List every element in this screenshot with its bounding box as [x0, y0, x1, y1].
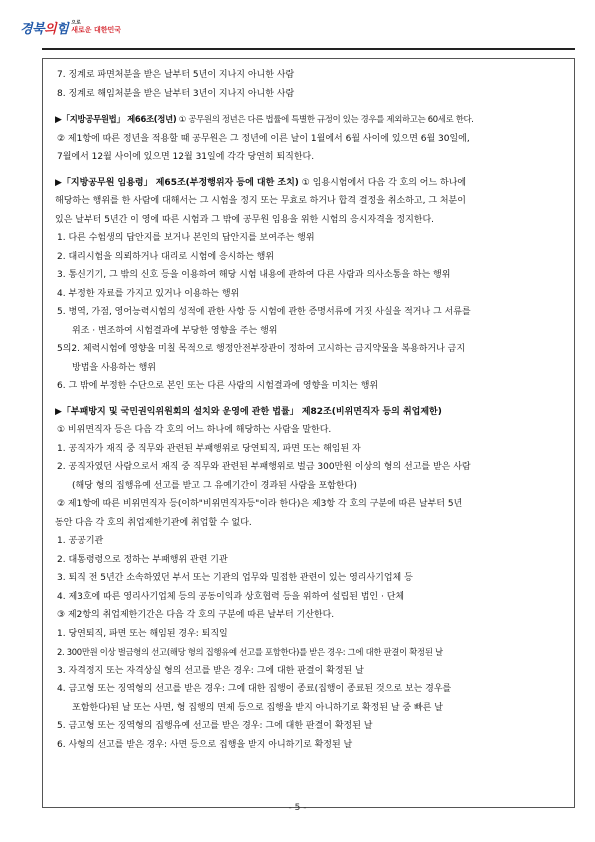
logo-part-3: 힘: [56, 21, 69, 37]
paragraph-line: 7월에서 12월 사이에 있으면 12월 31일에 각각 당연히 퇴직한다.: [57, 152, 315, 162]
paragraph-line: ① 비위면직자 등은 다음 각 호의 어느 하나에 해당하는 사람을 말한다.: [57, 425, 332, 435]
page-number: - 5 -: [288, 803, 307, 813]
list-item: 5의2. 체력시험에 영향을 미칠 목적으로 행정안전부장관이 정하여 고시하는 금지약물을 복용하거나 금지: [57, 344, 466, 354]
law-title: 「지방공무원법」 제66조(정년): [61, 114, 177, 124]
arrow-icon: ▶: [55, 177, 62, 188]
law-article-line: [55, 403, 560, 422]
logo-part-2: 의: [44, 21, 57, 37]
law-article-line: [55, 174, 560, 193]
logo-subtitle: [71, 20, 121, 34]
header-rule: [42, 48, 575, 50]
list-item: 2. 대리시험을 의뢰하거나 대리로 시험에 응시하는 행위: [57, 251, 275, 262]
paragraph-line: 동안 다음 각 호의 취업제한기관에 취업할 수 없다.: [55, 517, 252, 528]
law-title: 「부패방지 및 국민권익위원회의 설치와 운영에 관한 법률」 제82조(비위면직자 등의 취업제한): [61, 406, 442, 417]
logo-sub-small: 으로: [71, 20, 81, 26]
list-item: 6. 사형의 선고를 받은 경우: 사면 등으로 집행을 받지 아니하기로 확정된 날: [57, 739, 353, 750]
list-item: 2. 300만원 이상 벌금형의 선고(해당 형의 집행유예 선고를 포함한다)를 받은 경우: 그에 대한 판결이 확정된 날: [57, 647, 443, 657]
paragraph-line: 해당하는 행위를 한 사람에 대해서는 그 시험을 정지 또는 무효로 하거나 합격 결정을 취소하고, 그 처분이: [55, 196, 466, 206]
arrow-icon: ▶: [55, 406, 62, 417]
arrow-icon: ▶: [55, 115, 62, 125]
logo-sub-big: 새로운 대한민국: [71, 26, 122, 34]
law-text: ① 공무원의 정년은 다른 법률에 특별한 규정이 있는 경우를 제외하고는 60세로 한다.: [176, 114, 474, 124]
list-item-continued: 위조 · 변조하여 시험결과에 부당한 영향을 주는 행위: [72, 325, 278, 336]
list-item: 8. 징계로 해임처분을 받은 날부터 3년이 지나지 아니한 사람: [57, 88, 295, 99]
paragraph-line: ② 제1항에 따른 비위면직자 등(이하"비위면직자등"이라 한다)은 제3항 각 호의 구분에 따른 날부터 5년: [57, 499, 463, 509]
list-item: 3. 자격정지 또는 자격상실 형의 선고를 받은 경우: 그에 대한 판결이 확정된 날: [57, 665, 364, 676]
list-item: 7. 징계로 파면처분을 받은 날부터 5년이 지나지 아니한 사람: [57, 70, 295, 80]
list-item: 2. 대통령령으로 정하는 부패행위 관련 기관: [57, 554, 228, 565]
list-item: 2. 공직자였던 사람으로서 재직 중 직무와 관련된 부패행위로 벌금 300만원 이상의 형의 선고를 받은 사람: [57, 462, 471, 472]
list-item: 4. 제3호에 따른 영리사기업체 등의 공동이익과 상호협력 등을 위하여 설립된 법인 · 단체: [57, 591, 405, 602]
list-item: 5. 병역, 가점, 영어능력시험의 성적에 관한 사항 등 시험에 관한 증명서류에 거짓 사실을 적거나 그 서류를: [57, 307, 471, 317]
list-item: 5. 금고형 또는 징역형의 집행유예 선고를 받은 경우: 그에 대한 판결이 확정된 날: [57, 721, 373, 731]
document-body: [55, 66, 560, 754]
logo-script: [20, 18, 68, 37]
list-item: 3. 퇴직 전 5년간 소속하였던 부서 또는 기관의 업무와 밀접한 관련이 있는 영리사기업체 등: [57, 573, 413, 583]
logo-part-1: 경북: [20, 21, 45, 37]
list-item-continued: (해당 형의 집행유예 선고를 받고 그 유예기간이 경과된 사람을 포함한다): [72, 480, 357, 491]
list-item: 3. 통신기기, 그 밖의 신호 등을 이용하여 해당 시험 내용에 관하여 다른 사람과 의사소통을 하는 행위: [57, 270, 451, 280]
list-item: 6. 그 밖에 부정한 수단으로 본인 또는 다른 사람의 시험결과에 영향을 미치는 행위: [57, 381, 379, 391]
list-item-continued: 포함한다)된 날 또는 사면, 형 집행의 면제 등으로 집행을 받지 아니하기로 확정된 날 중 빠른 날: [72, 702, 443, 713]
law-text: ① 임용시험에서 다음 각 호의 어느 하나에: [298, 177, 467, 188]
list-item-continued: 방법을 사용하는 행위: [72, 362, 156, 373]
list-item: 1. 공직자가 재직 중 직무와 관련된 부패행위로 당연퇴직, 파면 또는 해임된 자: [57, 443, 361, 454]
list-item: 1. 공공기관: [57, 536, 104, 546]
law-article-line: [55, 110, 560, 130]
list-item: 1. 당연퇴직, 파면 또는 해임된 경우: 퇴직일: [57, 628, 228, 639]
paragraph-line: ② 제1항에 따른 정년을 적용할 때 공무원은 그 정년에 이른 날이 1월에서 6월 사이에 있으면 6월 30일에,: [57, 133, 470, 144]
paragraph-line: ③ 제2항의 취업제한기간은 다음 각 호의 구분에 따른 날부터 기산한다.: [57, 610, 335, 620]
logo: [20, 16, 121, 38]
paragraph-line: 있은 날부터 5년간 이 영에 따른 시험과 그 밖에 공무원 임용을 위한 시험의 응시자격을 정지한다.: [55, 214, 435, 225]
list-item: 1. 다른 수험생의 답안지를 보거나 본인의 답안지를 보여주는 행위: [57, 233, 315, 243]
law-title: 「지방공무원 임용령」 제65조(부정행위자 등에 대한 조치): [61, 177, 299, 188]
list-item: 4. 금고형 또는 징역형의 선고를 받은 경우: 그에 대한 집행이 종료(집행이 종료된 것으로 보는 경우를: [57, 684, 452, 694]
list-item: 4. 부정한 자료를 가지고 있거나 이용하는 행위: [57, 288, 240, 299]
